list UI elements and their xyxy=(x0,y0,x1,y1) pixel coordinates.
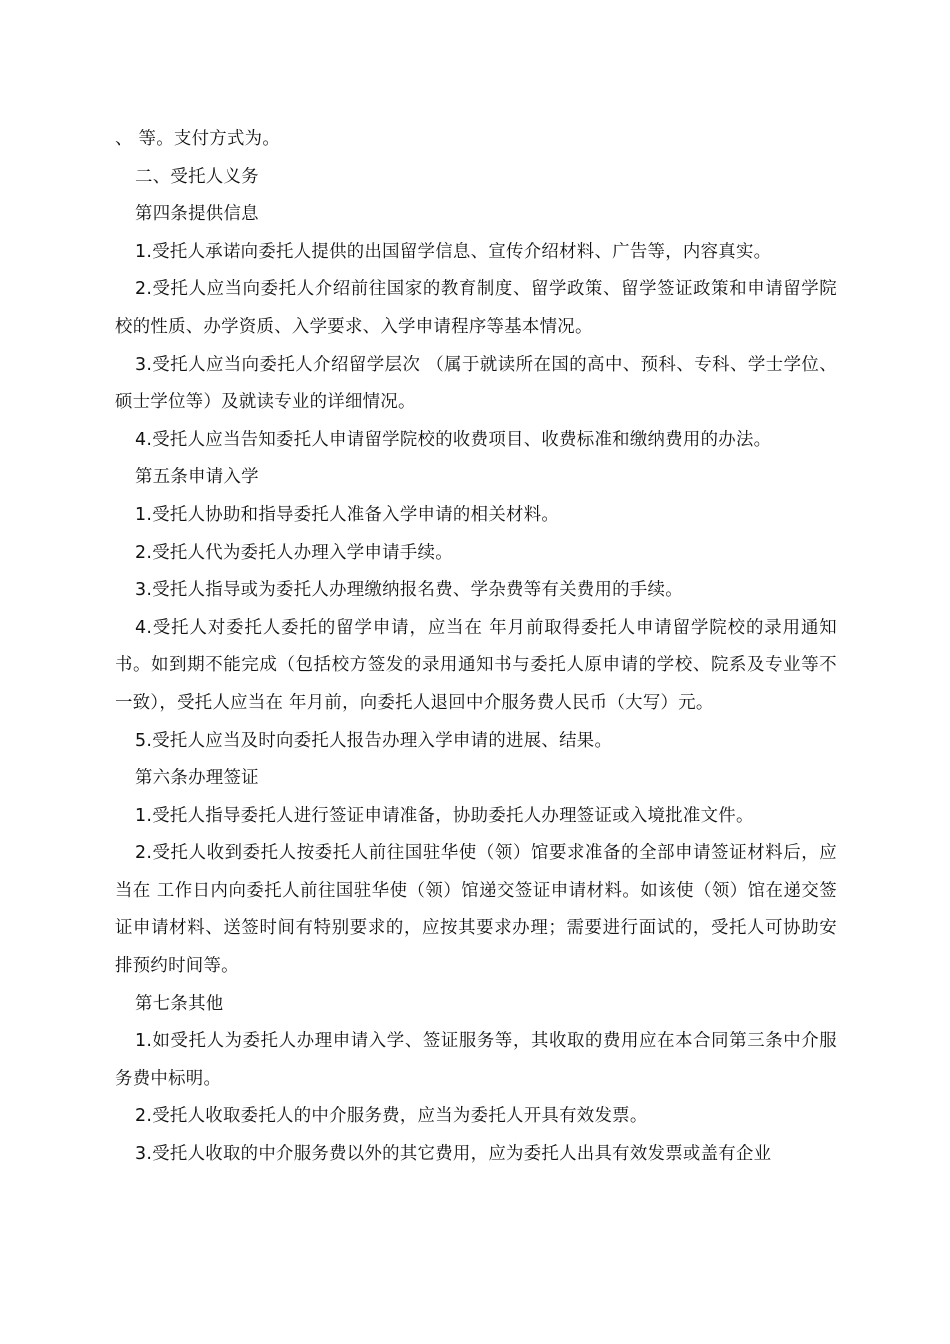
document-body xyxy=(115,121,837,1174)
article-heading-4: 第四条提供信息 xyxy=(135,204,259,225)
article-4-item-3: 3.受托人应当向委托人介绍留学层次 （属于就读所在国的高中、预科、专科、学士学位、硕士学位等）及就读专业的详细情况。 xyxy=(115,354,837,413)
article-heading-5: 第五条申请入学 xyxy=(135,467,259,488)
article-4-item-2: 2.受托人应当向委托人介绍前往国家的教育制度、留学政策、留学签证政策和申请留学院校的性质、办学资质、入学要求、入学申请程序等基本情况。 xyxy=(115,279,837,337)
article-6-item-1: 1.受托人指导委托人进行签证申请准备，协助委托人办理签证或入境批准文件。 xyxy=(135,805,754,826)
article-7-item-3: 3.受托人收取的中介服务费以外的其它费用，应为委托人出具有效发票或盖有企业 xyxy=(135,1144,772,1165)
article-heading-6: 第六条办理签证 xyxy=(135,768,259,789)
section-heading-trustee-duties: 二、受托人义务 xyxy=(135,166,259,187)
article-5-item-3: 3.受托人指导或为委托人办理缴纳报名费、学杂费等有关费用的手续。 xyxy=(135,580,683,601)
article-heading-7: 第七条其他 xyxy=(135,993,224,1014)
article-7-item-1: 1.如受托人为委托人办理申请入学、签证服务等，其收取的费用应在本合同第三条中介服务费中标明。 xyxy=(115,1031,837,1089)
article-6-item-2: 2.受托人收到委托人按委托人前往国驻华使（领）馆要求准备的全部申请签证材料后，应当在 工作日内向委托人前往国驻华使（领）馆递交签证申请材料。如该使（领）馆在递交签证申请材料、送签时间有特别要求的，应按其要求办理；需要进行面试的，受托人可协助安排预约时间等。 xyxy=(115,843,837,977)
paragraph-payment-method: 、 等。支付方式为。 xyxy=(115,129,281,149)
article-4-item-4: 4.受托人应当告知委托人申请留学院校的收费项目、收费标准和缴纳费用的办法。 xyxy=(135,429,772,450)
article-5-item-5: 5.受托人应当及时向委托人报告办理入学申请的进展、结果。 xyxy=(135,730,613,751)
article-5-item-1: 1.受托人协助和指导委托人准备入学申请的相关材料。 xyxy=(135,504,560,525)
article-4-item-1: 1.受托人承诺向委托人提供的出国留学信息、宣传介绍材料、广告等，内容真实。 xyxy=(135,241,772,262)
article-7-item-2: 2.受托人收取委托人的中介服务费，应当为委托人开具有效发票。 xyxy=(135,1106,648,1127)
article-5-item-2: 2.受托人代为委托人办理入学申请手续。 xyxy=(135,542,453,563)
article-5-item-4: 4.受托人对委托人委托的留学申请，应当在 年月前取得委托人申请留学院校的录用通知书。如到期不能完成（包括校方签发的录用通知书与委托人原申请的学校、院系及专业等不一致），受托人应当在 年月前，向委托人退回中介服务费人民币（大写）元。 xyxy=(115,617,837,713)
